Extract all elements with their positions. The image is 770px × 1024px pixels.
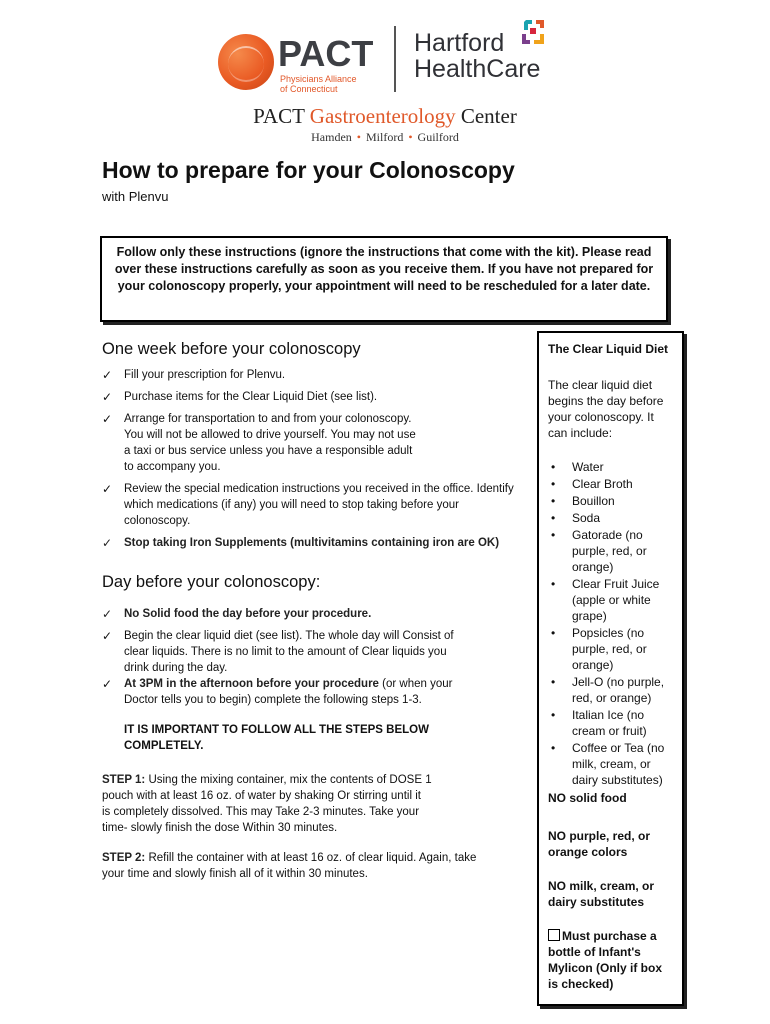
pact-logo <box>218 34 398 96</box>
list-item: ✓ Stop taking Iron Supplements (multivitamins containing iron are OK) <box>102 536 500 550</box>
list-item: • Jell-O (no purple, red, or orange) <box>548 674 673 706</box>
list-item: ✓ Purchase items for the Clear Liquid Diet (see list). <box>102 390 378 404</box>
day-before-list <box>102 606 522 714</box>
check-icon: ✓ <box>102 482 113 496</box>
mylicon-checkbox[interactable] <box>548 929 560 941</box>
step-2: STEP 2: Refill the container with at least 16 oz. of clear liquid. Again, take your time and slowly finish all of it within 30 minutes. <box>102 852 477 880</box>
steps-section <box>102 722 522 896</box>
list-item: • Clear Broth <box>548 476 673 492</box>
pact-logo-text: PACT <box>278 33 374 74</box>
list-item: ✓ Arrange for transportation to and from your colonoscopy. You will not be allowed to drive yourself. You may not use a taxi or bus service unless you have a responsible adult to accompany you. <box>102 412 416 473</box>
check-icon: ✓ <box>102 390 113 404</box>
list-item: ✓ No Solid food the day before your procedure. <box>102 607 372 621</box>
center-title: PACT Gastroenterology Center <box>253 104 517 128</box>
check-icon: ✓ <box>102 607 113 621</box>
list-item: • Italian Ice (no cream or fruit) <box>548 707 673 739</box>
pact-logo-subtitle: Physicians Alliance of Connecticut <box>280 74 357 94</box>
page-title: How to prepare for your Colonoscopy <box>102 157 515 183</box>
sidebar-intro: The clear liquid diet begins the day before your colonoscopy. It can include: <box>548 378 664 440</box>
sidebar-title: The Clear Liquid Diet <box>548 342 669 356</box>
list-item: • Coffee or Tea (no milk, cream, or dairy substitutes) <box>548 740 673 788</box>
notice-box: Follow only these instructions (ignore the instructions that come with the kit). Please read over these instructions carefully as soon as you receive them. If you have not prepared for your colonoscopy properly, your appointment will need to be rescheduled for a later date. <box>100 236 668 322</box>
no-colors-note: NO purple, red, or orange colors <box>548 829 651 859</box>
list-item: ✓ Begin the clear liquid diet (see list). The whole day will Consist of clear liquids. There is no limit to the amount of Clear liquids you drink during the day. <box>102 629 454 674</box>
mylicon-note: Must purchase a bottle of Infant's Mylicon (Only if box is checked) <box>548 929 663 991</box>
check-icon: ✓ <box>102 677 113 691</box>
list-item: • Gatorade (no purple, red, or orange) <box>548 527 673 575</box>
list-item: ✓ At 3PM in the afternoon before your procedure (or when your Doctor tells you to begin) complete the following steps 1-3. <box>102 677 453 706</box>
check-icon: ✓ <box>102 629 113 643</box>
pact-logo-icon <box>218 34 274 90</box>
page-subtitle: with Plenvu <box>102 189 169 204</box>
important-note: IT IS IMPORTANT TO FOLLOW ALL THE STEPS BELOW COMPLETELY. <box>124 724 429 752</box>
hartford-healthcare-logo <box>414 26 564 90</box>
list-item: • Bouillon <box>548 493 673 509</box>
logo-divider <box>394 26 396 92</box>
clear-liquid-list <box>548 459 673 788</box>
hartford-healthcare-icon <box>518 18 548 48</box>
hartford-healthcare-text: Hartford HealthCare <box>414 29 541 83</box>
week-before-list <box>102 367 522 557</box>
check-icon: ✓ <box>102 412 113 426</box>
list-item: ✓ Fill your prescription for Plenvu. <box>102 368 286 382</box>
day-before-heading: Day before your colonoscopy: <box>102 573 321 591</box>
list-item: • Water <box>548 459 673 475</box>
week-before-heading: One week before your colonoscopy <box>102 340 361 358</box>
list-item: ✓ Review the special medication instructions you received in the office. Identify which medications (if any) you will need to stop taking before your colonoscopy. <box>102 482 514 527</box>
clear-liquid-diet-box <box>537 331 684 1006</box>
center-locations: Hamden • Milford • Guilford <box>311 130 459 144</box>
no-dairy-note: NO milk, cream, or dairy substitutes <box>548 879 655 909</box>
no-solid-food-note: NO solid food <box>548 791 627 805</box>
list-item: • Popsicles (no purple, red, or orange) <box>548 625 673 673</box>
list-item: • Soda <box>548 510 673 526</box>
check-icon: ✓ <box>102 368 113 382</box>
list-item: • Clear Fruit Juice (apple or white grape) <box>548 576 673 624</box>
check-icon: ✓ <box>102 536 113 550</box>
step-1: STEP 1: Using the mixing container, mix the contents of DOSE 1 pouch with at least 16 oz. of water by shaking Or stirring until it is completely dissolved. This may Take 2-3 minutes. Take your time- slowly finish the dose Within 30 minutes. <box>102 774 432 834</box>
